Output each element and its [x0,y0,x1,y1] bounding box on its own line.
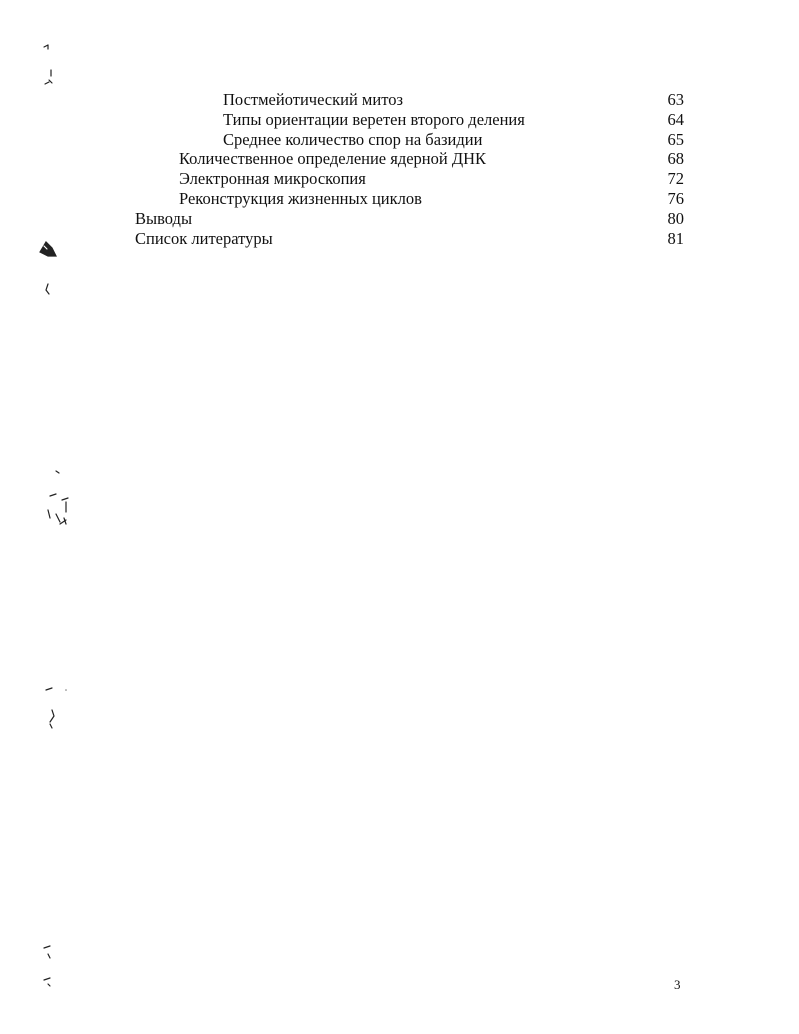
toc-entry-title: Список литературы [135,228,273,248]
toc-entry [0,130,799,150]
toc-entry [0,169,799,189]
toc-entry-page: 80 [667,208,684,228]
toc-entry [0,229,799,249]
toc-entry [0,149,799,169]
page-number: 3 [674,977,681,992]
toc-entry-page: 68 [667,149,684,169]
toc-entry-title: Типы ориентации веретен второго деления [223,109,525,129]
toc-entry-page: 65 [667,129,684,149]
toc-entry-title: Реконструкция жизненных циклов [179,188,422,208]
toc-entry [0,110,799,130]
table-of-contents [0,90,799,248]
toc-entry-page: 63 [667,90,684,109]
toc-entry [0,209,799,229]
toc-entry [0,189,799,209]
toc-entry-page: 64 [667,109,684,129]
toc-entry-title: Выводы [135,208,193,228]
toc-entry-title: Среднее количество спор на базидии [223,129,483,149]
toc-entry-page: 76 [667,188,684,208]
toc-entry-title: Количественное определение ядерной ДНК [179,149,487,169]
toc-entry-title: Электронная микроскопия [179,169,366,189]
toc-entry-page: 72 [667,169,684,189]
toc-entry-title: Постмейотический митоз [223,90,403,109]
toc-entry [0,90,799,110]
toc-entry-page: 81 [667,228,684,248]
